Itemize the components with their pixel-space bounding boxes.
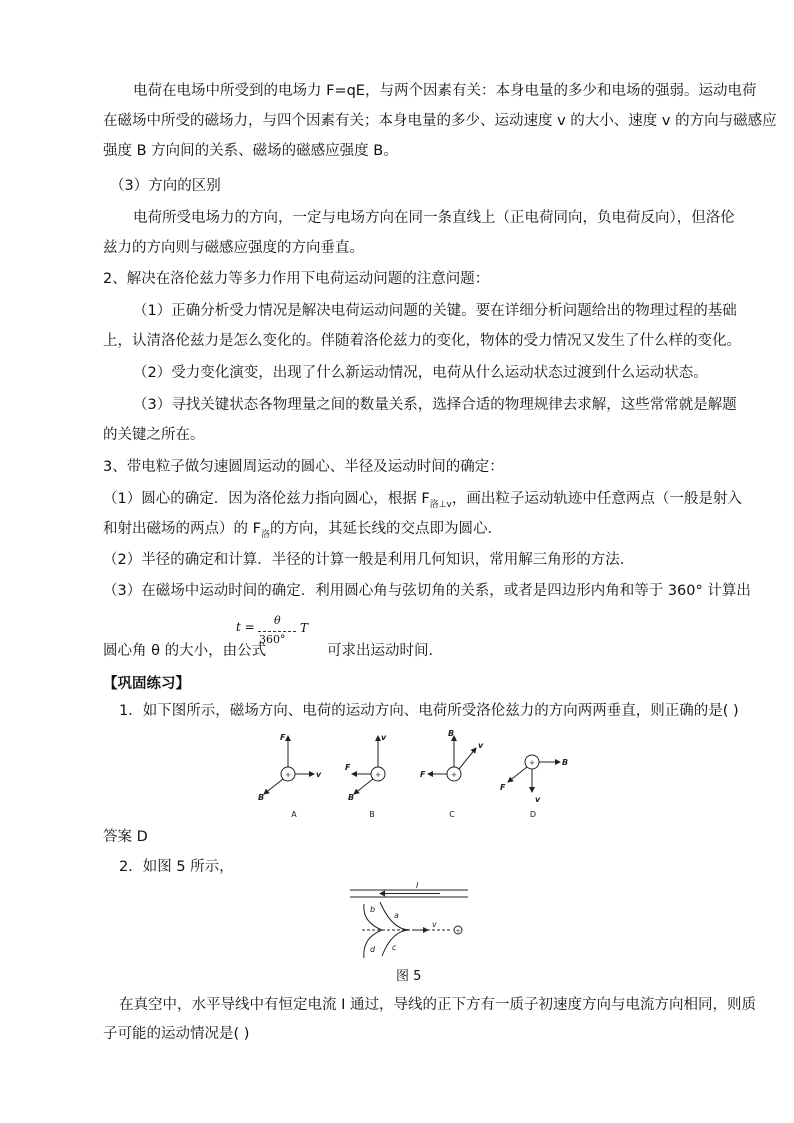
velocity-v-label: v	[432, 920, 437, 929]
b-B-label: B	[348, 793, 355, 802]
item2-title: 2、解决在洛伦兹力等多力作用下电荷运动问题的注意问题：	[103, 271, 490, 287]
d-B-label: B	[562, 758, 569, 767]
c-v-label: v	[478, 741, 484, 750]
a-v-label: v	[316, 770, 322, 779]
label-C: C	[449, 810, 455, 819]
path-c-label: c	[392, 943, 397, 952]
q1-answer: 答案 D	[103, 829, 148, 845]
label-D: D	[529, 810, 537, 819]
formula-fraction-bar	[258, 631, 296, 632]
item3-p1-line2	[103, 518, 502, 546]
f-lorentz-sub: 洛⊥v	[429, 499, 452, 510]
d-plus: +	[529, 759, 535, 767]
item3-p3-line2b: 可求出运动时间．	[327, 643, 443, 659]
q1-text: 1．如下图所示，磁场方向、电荷的运动方向、电荷所受洛伦兹力的方向两两垂直，则正确的是( )	[119, 703, 739, 719]
fig5-caption: 图 5	[396, 969, 422, 984]
item3-p1-line1-a: （1）圆心的确定．因为洛伦兹力指向圆心，根据 F	[103, 491, 430, 507]
label-A: A	[291, 810, 297, 819]
path-a-label: a	[394, 911, 399, 920]
c-plus: +	[451, 771, 457, 779]
b-F-label: F	[345, 763, 351, 772]
f-lorentz-sub2: 洛	[260, 529, 270, 540]
item2-p3-line1: （3）寻找关键状态各物理量之间的数量关系，选择合适的物理规律去求解，这些常常就是解题	[133, 397, 737, 413]
d-F-label: F	[500, 783, 506, 792]
q1-figure	[250, 722, 580, 822]
practice-title: 【巩固练习】	[103, 676, 190, 692]
time-formula	[236, 614, 332, 658]
item3-p2: （2）半径的确定和计算．半径的计算一般是利用几何知识，常用解三角形的方法．	[103, 552, 635, 568]
item3-title: 3、带电粒子做匀速圆周运动的圆心、半径及运动时间的确定：	[103, 459, 504, 475]
proton-plus: +	[455, 928, 461, 935]
para1-line2: 在磁场中所受的磁场力，与四个因素有关；本身电量的多少、运动速度 v 的大小、速度 v 的方向与磁感应	[103, 113, 777, 129]
item3-p1-line1	[103, 488, 742, 516]
para1-line1: 电荷在电场中所受到的电场力 F=qE，与两个因素有关：本身电量的多少和电场的强弱。运动电荷	[133, 83, 757, 99]
item2-p2: （2）受力变化演变，出现了什么新运动情况，电荷从什么运动状态过渡到什么运动状态。	[133, 365, 708, 381]
q2-figure	[340, 880, 470, 960]
d-force-arrow	[508, 767, 527, 782]
formula-T: T	[300, 621, 309, 635]
c-velocity-arrow	[459, 748, 476, 769]
b-field-arrow	[354, 779, 373, 794]
formula-denominator: 360°	[259, 633, 286, 646]
para2-line2: 兹力的方向则与磁感应强度的方向垂直。	[103, 240, 364, 256]
a-plus: +	[285, 771, 291, 779]
wire-I-label: I	[416, 881, 419, 890]
q2-text-line1: 在真空中，水平导线中有恒定电流 I 通过，导线的正下方有一质子初速度方向与电流方向相同，则质	[119, 997, 756, 1013]
path-d-label: d	[370, 945, 376, 954]
section3-title: （3）方向的区别	[110, 178, 221, 194]
item3-p1-line2-b: 的方向，其延长线的交点即为圆心．	[269, 521, 502, 537]
d-v-label: v	[535, 795, 541, 804]
b-plus: +	[375, 771, 381, 779]
label-B: B	[369, 810, 375, 819]
item3-p3-line2a: 圆心角 θ 的大小，由公式	[103, 643, 267, 659]
item2-p3-line2: 的关键之所在。	[103, 427, 205, 443]
b-v-label: v	[381, 733, 387, 742]
q2-intro: 2．如图 5 所示，	[119, 859, 234, 875]
q2-text-line2: 子可能的运动情况是( )	[103, 1026, 250, 1042]
c-F-label: F	[420, 770, 426, 779]
item3-p3-line1: （3）在磁场中运动时间的确定．利用圆心角与弦切角的关系，或者是四边形内角和等于 360° 计算出	[103, 583, 751, 599]
path-b-label: b	[370, 905, 376, 914]
formula-t: t =	[236, 620, 255, 634]
para1-line3: 强度 B 方向间的关系、磁场的磁感应强度 B。	[103, 143, 398, 159]
item3-p1-line2-a: 和射出磁场的两点）的 F	[103, 521, 261, 537]
item3-p1-line1-b: ，画出粒子运动轨迹中任意两点（一般是射入	[451, 491, 742, 507]
c-B-label: B	[448, 729, 455, 738]
item2-p1-line2: 上，认清洛伦兹力是怎么变化的。伴随着洛伦兹力的变化，物体的受力情况又发生了什么样的变化。	[103, 333, 741, 349]
a-field-arrow	[264, 779, 283, 794]
para2-line1: 电荷所受电场力的方向，一定与电场方向在同一条直线上（正电荷同向，负电荷反向），但洛伦	[133, 210, 735, 226]
formula-numerator: θ	[274, 614, 281, 627]
item2-p1-line1: （1）正确分析受力情况是解决电荷运动问题的关键。要在详细分析问题给出的物理过程的基础	[133, 303, 737, 319]
a-B-label: B	[258, 793, 265, 802]
a-F-label: F	[280, 733, 286, 742]
